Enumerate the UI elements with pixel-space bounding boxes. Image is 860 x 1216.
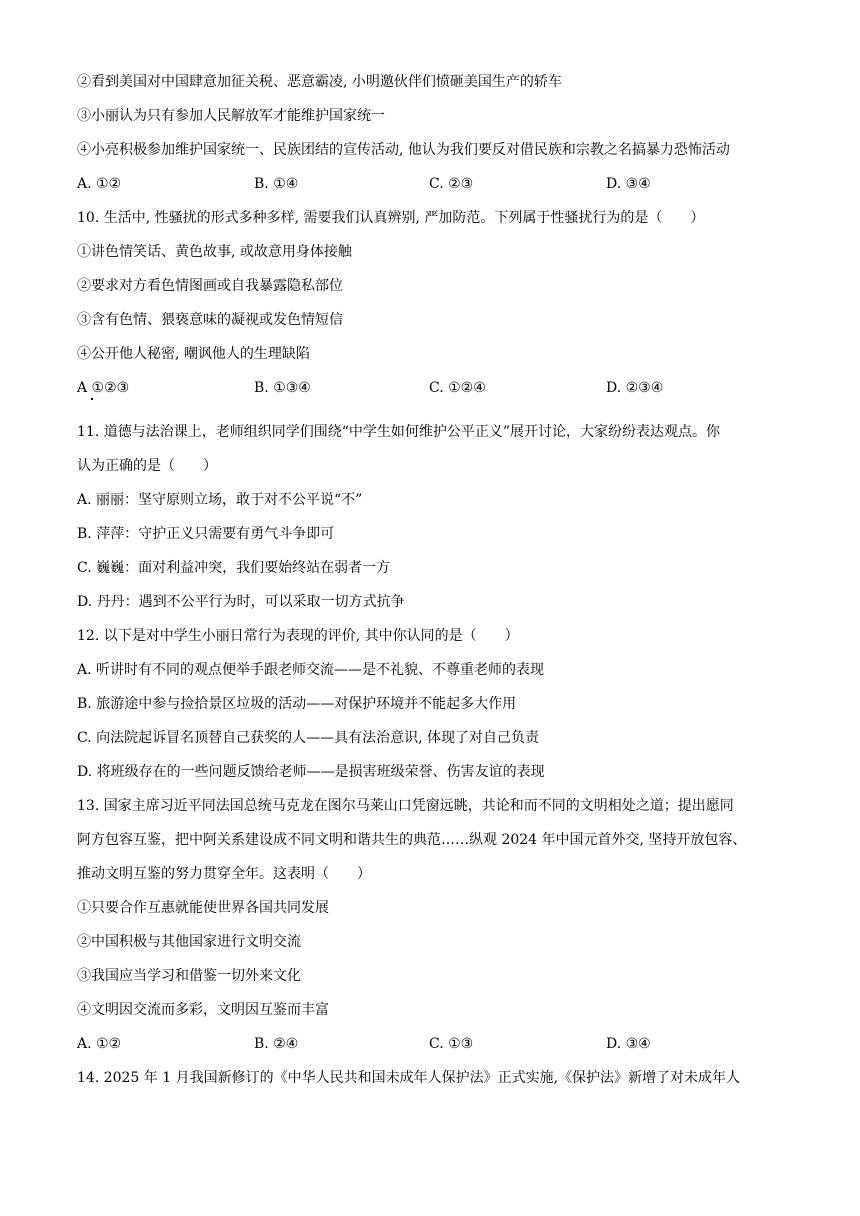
q13-stem-line-3: 推动文明互鉴的努力贯穿全年。这表明（ ） <box>77 866 371 882</box>
q9-item-2: ②看到美国对中国肆意加征关税、恶意霸凌, 小明邀伙伴们愤砸美国生产的轿车 <box>77 74 562 90</box>
q9-item-4: ④小亮积极参加维护国家统一、民族团结的宣传活动, 他认为我们要反对借民族和宗教之名搞暴力恐怖活动 <box>77 142 730 158</box>
q10-option-b[interactable]: B. ①③④ <box>254 380 311 396</box>
q13-option-a[interactable]: A. ①② <box>77 1036 122 1052</box>
q10-stem: 10. 生活中, 性骚扰的形式多种多样, 需要我们认真辨别, 严加防范。下列属于性骚扰行为的是（ ） <box>77 210 705 226</box>
q9-option-a[interactable]: A. ①② <box>77 176 122 192</box>
q13-option-c[interactable]: C. ①③ <box>429 1036 474 1052</box>
q12-option-b[interactable]: B. 旅游途中参与捡拾景区垃圾的活动——对保护环境并不能起多大作用 <box>77 696 517 712</box>
q13-item-2: ②中国积极与其他国家进行文明交流 <box>77 934 301 950</box>
q9-option-d[interactable]: D. ③④ <box>606 176 651 192</box>
q11-option-b[interactable]: B. 萍萍：守护正义只需要有勇气斗争即可 <box>77 526 335 542</box>
q13-option-d[interactable]: D. ③④ <box>606 1036 651 1052</box>
q10-item-4: ④公开他人秘密, 嘲讽他人的生理缺陷 <box>77 346 310 362</box>
q14-stem-line-1: 14. 2025 年 1 月我国新修订的《中华人民共和国未成年人保护法》正式实施,《保护法》新增了对未成年人 <box>77 1070 741 1086</box>
q9-option-b[interactable]: B. ①④ <box>254 176 299 192</box>
q9-item-3: ③小丽认为只有参加人民解放军才能维护国家统一 <box>77 108 385 124</box>
q11-option-d[interactable]: D. 丹丹：遇到不公平行为时，可以采取一切方式抗争 <box>77 594 405 610</box>
q11-stem-line-2: 认为正确的是（ ） <box>77 458 217 474</box>
q10-item-3: ③含有色情、猥亵意味的凝视或发色情短信 <box>77 312 343 328</box>
q12-stem: 12. 以下是对中学生小丽日常行为表现的评价, 其中你认同的是（ ） <box>77 628 519 644</box>
q12-option-d[interactable]: D. 将班级存在的一些问题反馈给老师——是损害班级荣誉、伤害友谊的表现 <box>77 764 545 780</box>
q10-item-2: ②要求对方看色情图画或自我暴露隐私部位 <box>77 278 343 294</box>
q10-option-c[interactable]: C. ①②④ <box>429 380 486 396</box>
q13-item-4: ④文明因交流而多彩，文明因互鉴而丰富 <box>77 1002 329 1018</box>
q13-stem-line-2: 阿方包容互鉴，把中阿关系建设成不同文明和谐共生的典范……纵观 2024 年中国元首外交, 坚持开放包容、 <box>77 832 747 848</box>
q9-option-c[interactable]: C. ②③ <box>429 176 474 192</box>
q10-option-a[interactable]: A ①②③ <box>77 380 130 396</box>
q11-option-c[interactable]: C. 巍巍：面对利益冲突，我们要始终站在弱者一方 <box>77 560 391 576</box>
q13-item-3: ③我国应当学习和借鉴一切外来文化 <box>77 968 301 984</box>
stray-dot <box>91 398 93 400</box>
q11-option-a[interactable]: A. 丽丽：坚守原则立场，敢于对不公平说“不” <box>77 492 363 508</box>
q12-option-a[interactable]: A. 听讲时有不同的观点便举手跟老师交流——是不礼貌、不尊重老师的表现 <box>77 662 545 678</box>
q10-option-d[interactable]: D. ②③④ <box>606 380 664 396</box>
q13-item-1: ①只要合作互惠就能使世界各国共同发展 <box>77 900 329 916</box>
q13-option-b[interactable]: B. ②④ <box>254 1036 299 1052</box>
q11-stem-line-1: 11. 道德与法治课上，老师组织同学们围绕“中学生如何维护公平正义”展开讨论，大家纷纷表达观点。你 <box>77 424 721 440</box>
q10-item-1: ①讲色情笑话、黄色故事, 或故意用身体接触 <box>77 244 352 260</box>
q12-option-c[interactable]: C. 向法院起诉冒名顶替自己获奖的人——具有法治意识, 体现了对自己负责 <box>77 730 540 746</box>
q13-stem-line-1: 13. 国家主席习近平同法国总统马克龙在图尔马莱山口凭窗远眺，共论和而不同的文明相处之道；提出愿同 <box>77 798 734 814</box>
